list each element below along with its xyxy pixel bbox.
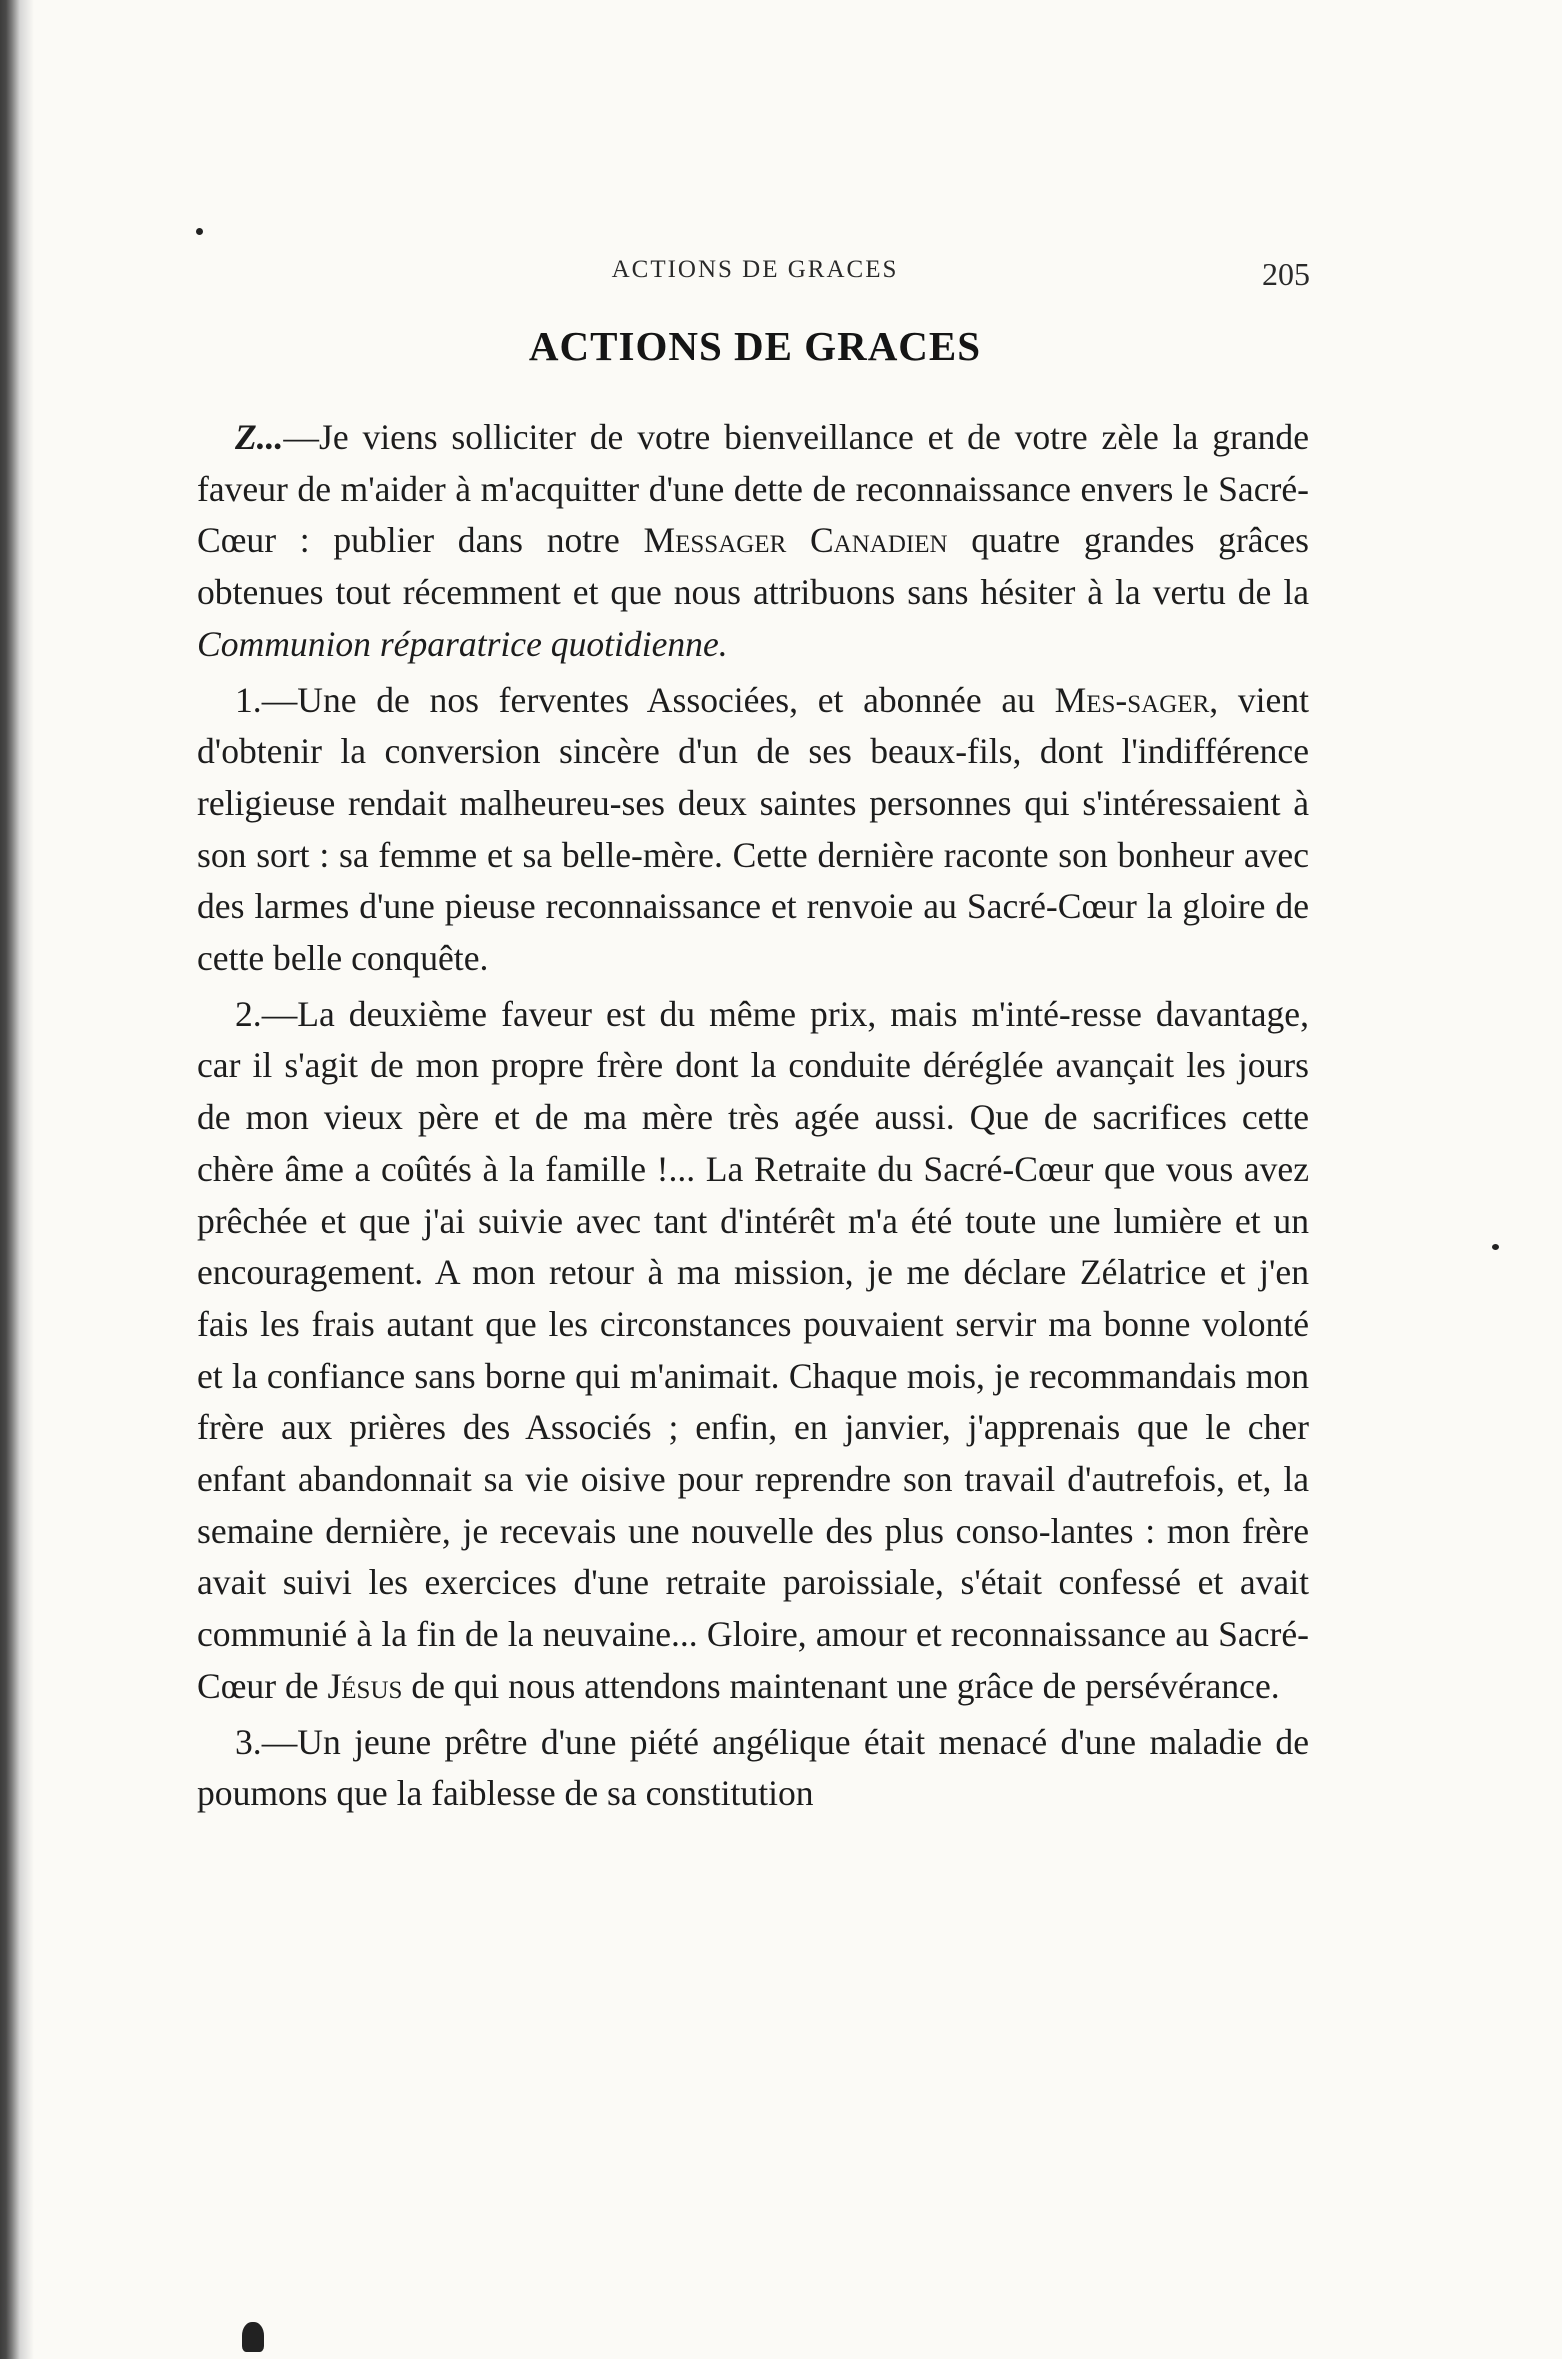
intro-lead: Z...	[235, 417, 284, 457]
scan-speck	[196, 228, 203, 235]
body-text	[197, 412, 1309, 1820]
messager-title: Mes-sager	[1054, 679, 1210, 720]
intro-text-part2: quatre grandes grâces obtenues tout récemment et que nous attribuons sans hésiter à la vertu de la	[197, 520, 1310, 613]
running-head	[200, 256, 1310, 296]
running-head-title: ACTIONS DE GRACES	[611, 256, 899, 283]
item-2-text-part2: de qui nous attendons maintenant une grâce de persévérance.	[402, 1665, 1280, 1706]
item-1-text-part1: —Une de nos ferventes Associées, et abonnée au	[261, 679, 1055, 720]
item-3-text: —Un jeune prêtre d'une piété angélique était menacé d'une maladie de poumons que la faiblesse de sa constitution	[197, 1721, 1309, 1814]
intro-paragraph	[197, 412, 1309, 671]
item-3-paragraph	[197, 1717, 1309, 1820]
item-2-paragraph	[197, 989, 1309, 1713]
item-2-text-part1: —La deuxième faveur est du même prix, mais m'inté-resse davantage, car il s'agit de mon propre frère dont la conduite déréglée avançait les jours de mon vieux père et de ma mère très agée aussi. Que de sacrifices cette chère âme a coûtés à la famille !... La Retraite du Sacré-Cœur que vous avez prêchée et que j'ai suivie avec tant d'intérêt m'a été toute une lumière et un encouragement. A mon retour à ma mission, je me déclare Zélatrice et j'en fais les frais autant que les circonstances pouvaient servir ma bonne volonté et la confiance sans borne qui m'animait. Chaque mois, je recommandais mon frère aux prières des Associés ; enfin, en janvier, j'apprenais que le cher enfant abandonnait sa vie oisive pour reprendre son travail d'autrefois, et, la semaine dernière, je recevais une nouvelle des plus conso-lantes : mon frère avait suivi les exercices d'une retraite paroissiale, s'était confessé et avait communié à la fin de la neuvaine... Gloire, amour et reconnaissance au Sacré-Cœur de	[197, 993, 1309, 1706]
communion-title: Communion réparatrice quotidienne.	[197, 623, 728, 664]
jesus-name: Jésus	[327, 1665, 403, 1706]
page-number: 205	[1262, 256, 1310, 292]
item-1-paragraph	[197, 675, 1309, 985]
messager-canadien-title: Messager Canadien	[643, 520, 948, 561]
scan-speck	[242, 2322, 264, 2352]
item-2-number: 2.	[235, 993, 262, 1034]
item-1-number: 1.	[235, 679, 262, 720]
item-1-text-part2: , vient d'obtenir la conversion sincère d'un de ses beaux-fils, dont l'indifférence religieuse rendait malheureu-ses deux saintes personnes qui s'intéressaient à son sort : sa femme et sa belle-mère. Cette dernière raconte son bonheur avec des larmes d'une pieuse reconnaissance et renvoie au Sacré-Cœur la gloire de cette belle conquête.	[197, 679, 1309, 979]
scan-binding-edge	[0, 0, 34, 2359]
intro-text-part1: —Je viens solliciter de votre bienveillance et de votre zèle la grande faveur de m'aider à m'acquitter d'une dette de reconnaissance envers le Sacré-Cœur : publier dans notre	[197, 417, 1309, 561]
item-3-number: 3.	[235, 1721, 262, 1762]
section-heading: ACTIONS DE GRACES	[528, 323, 982, 369]
scan-speck	[1492, 1244, 1499, 1250]
